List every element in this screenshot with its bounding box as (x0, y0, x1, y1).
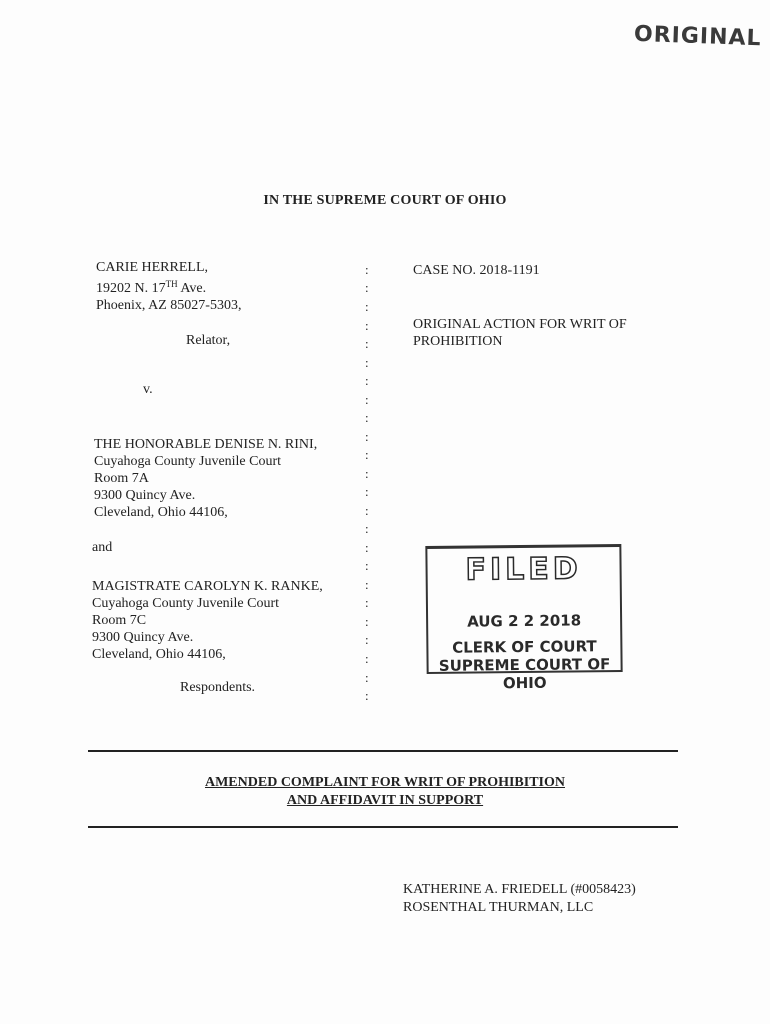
separator-colon: : (365, 688, 369, 703)
respondent-ranke-line: 9300 Quincy Ave. (92, 630, 194, 645)
court-title: IN THE SUPREME COURT OF OHIO (263, 193, 507, 208)
separator-colon: : (365, 540, 369, 555)
filed-stamp-clerk-line: CLERK OF COURT (452, 637, 597, 657)
separator-colon: : (365, 280, 369, 295)
respondents-role: Respondents. (180, 680, 256, 695)
separator-colon: : (365, 503, 369, 518)
relator-city: Phoenix, AZ 85027-5303, (96, 298, 242, 313)
filed-stamp-date: AUG 2 2 2018 (467, 611, 582, 631)
separator-colon: : (365, 336, 369, 351)
conjunction-and: and (92, 540, 113, 555)
separator-colon: : (365, 577, 369, 592)
respondent-rini-line: 9300 Quincy Ave. (94, 488, 196, 503)
filed-stamp-clerk-line: SUPREME COURT OF OHIO (438, 655, 611, 693)
separator-colon: : (365, 484, 369, 499)
relator-name: CARIE HERRELL, (96, 260, 208, 275)
respondent-ranke-line: Room 7C (92, 613, 147, 628)
original-stamp: ORIGINAL (633, 21, 762, 52)
separator-colon: : (365, 410, 369, 425)
separator-colon: : (365, 651, 369, 666)
case-action-line: PROHIBITION (413, 334, 503, 349)
case-number: CASE NO. 2018-1191 (413, 263, 540, 278)
separator-colon: : (365, 355, 369, 370)
document-title-line: AND AFFIDAVIT IN SUPPORT (286, 793, 484, 808)
separator-colon: : (365, 429, 369, 444)
filed-stamp-word: FILED (465, 551, 582, 588)
separator-colon: : (365, 521, 369, 536)
separator-colon: : (365, 466, 369, 481)
separator-colon: : (365, 558, 369, 573)
versus-label: v. (143, 382, 153, 397)
separator-colon: : (365, 299, 369, 314)
title-rule-top (88, 750, 678, 752)
attorney-block (403, 881, 636, 917)
attorney-firm: ROSENTHAL THURMAN, LLC (403, 900, 594, 915)
respondent-ranke-block (92, 578, 323, 663)
document-title (0, 774, 770, 810)
relator-role: Relator, (186, 333, 231, 348)
relator-block (96, 259, 241, 314)
respondent-ranke-line: Cleveland, Ohio 44106, (92, 647, 226, 662)
respondent-rini-block (94, 436, 317, 521)
respondent-rini-line: Room 7A (94, 471, 149, 486)
separator-colon: : (365, 614, 369, 629)
filed-stamp-clerk (428, 637, 621, 693)
relator-address: 19202 N. 17TH Ave. (96, 279, 207, 296)
case-action-line: ORIGINAL ACTION FOR WRIT OF (413, 317, 627, 332)
separator-colon: : (365, 262, 369, 277)
separator-colon: : (365, 373, 369, 388)
case-action (413, 316, 627, 350)
document-title-line: AMENDED COMPLAINT FOR WRIT OF PROHIBITION (204, 775, 565, 790)
title-rule-bottom (88, 826, 678, 828)
filed-stamp (425, 544, 622, 693)
separator-colon: : (365, 318, 369, 333)
separator-colon: : (365, 670, 369, 685)
separator-colon: : (365, 595, 369, 610)
respondent-ranke-name: MAGISTRATE CAROLYN K. RANKE, (92, 579, 323, 594)
respondent-rini-line: Cleveland, Ohio 44106, (94, 505, 228, 520)
respondent-ranke-line: Cuyahoga County Juvenile Court (92, 596, 280, 611)
respondent-rini-name: THE HONORABLE DENISE N. RINI, (94, 437, 318, 452)
separator-colon: : (365, 392, 369, 407)
respondent-rini-line: Cuyahoga County Juvenile Court (94, 454, 282, 469)
separator-colon: : (365, 447, 369, 462)
attorney-name: KATHERINE A. FRIEDELL (#0058423) (403, 882, 636, 897)
separator-colon: : (365, 632, 369, 647)
